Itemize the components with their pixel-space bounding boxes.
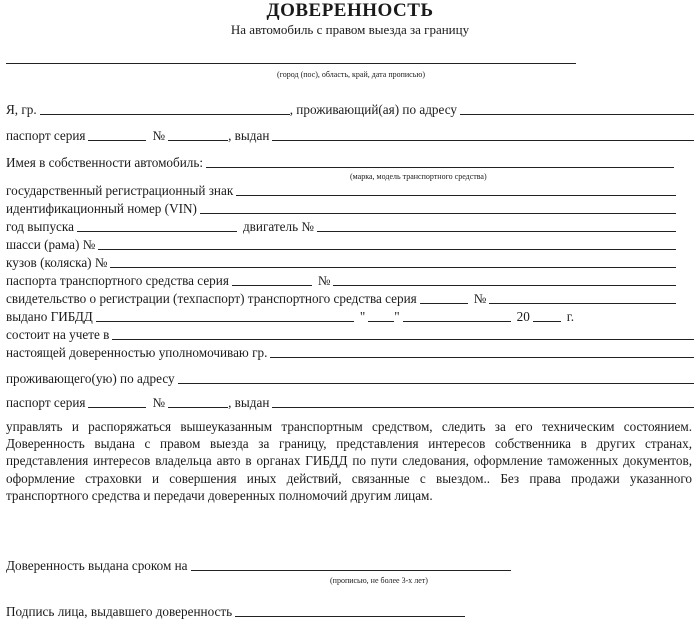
owner-passport-series-field[interactable]	[88, 140, 146, 141]
body-field[interactable]	[110, 267, 676, 268]
owner-passport-issued-label: , выдан	[228, 128, 270, 143]
trustee-passport-series-label: паспорт серия	[6, 395, 86, 410]
trustee-authorize-label: настоящей доверенностью уполномочиваю гр.	[6, 345, 268, 360]
trustee-passport-series-field[interactable]	[88, 407, 146, 408]
owner-name-row	[6, 100, 694, 118]
year-suffix: г.	[566, 309, 574, 324]
quote-close: "	[394, 309, 400, 324]
signature-label: Подпись лица, выдавшего доверенность	[6, 604, 233, 619]
trustee-name-field[interactable]	[270, 357, 694, 358]
reg-sign-label: государственный регистрационный знак	[6, 183, 234, 198]
chassis-row	[6, 235, 694, 253]
signature-row	[6, 602, 694, 620]
powers-paragraph: управлять и распоряжаться вышеуказанным транспортным средством, следить за его техническим состоянием. Доверенность выдана с правом выезда за границу, представления интересов собственника в других странах, представления интересов владельца авто в органах ГИБДД по пути следования, оформление таможенных документов, оформление страховки и совершения иных действий, связанные с выездом.. Без права продажи указанного транспортного средства и передачи доверенных полномочий другим лицам.	[6, 419, 692, 503]
body-row	[6, 253, 694, 271]
issue-month-field[interactable]	[403, 321, 511, 322]
cert-number-field[interactable]	[489, 303, 676, 304]
trustee-passport-issued-label: , выдан	[228, 395, 270, 410]
issued-gibdd-row	[6, 307, 694, 325]
issue-year-field[interactable]	[533, 321, 561, 322]
trustee-passport-number-field[interactable]	[168, 407, 228, 408]
pts-series-field[interactable]	[232, 285, 312, 286]
vin-row	[6, 199, 694, 217]
cert-series-field[interactable]	[420, 303, 468, 304]
place-date-hint: (город (пос), область, край, дата прописью)	[276, 70, 425, 79]
reg-sign-field[interactable]	[236, 195, 676, 196]
term-hint: (прописью, не более 3-х лет)	[330, 576, 428, 585]
vin-field[interactable]	[200, 213, 676, 214]
reg-sign-row	[6, 181, 694, 199]
trustee-name-row	[6, 343, 694, 361]
owner-passport-no-label: №	[152, 128, 166, 143]
trustee-residing-label: проживающего(ую) по адресу	[6, 371, 175, 386]
pts-no-label: №	[317, 273, 331, 288]
chassis-field[interactable]	[98, 249, 676, 250]
quote-open: "	[359, 309, 366, 324]
year-engine-row	[6, 217, 694, 235]
body-label: кузов (коляска) №	[6, 255, 108, 270]
year-field[interactable]	[77, 231, 237, 232]
owner-i-label: Я, гр.	[6, 102, 37, 117]
place-date-line[interactable]	[6, 63, 576, 64]
term-field[interactable]	[191, 570, 511, 571]
chassis-label: шасси (рама) №	[6, 237, 96, 252]
pts-number-field[interactable]	[333, 285, 676, 286]
term-row	[6, 556, 694, 574]
pts-label: паспорта транспортного средства серия	[6, 273, 229, 288]
trustee-address-row	[6, 369, 694, 387]
year-prefix: 20	[516, 309, 530, 324]
owner-name-field[interactable]	[40, 114, 290, 115]
signature-field[interactable]	[235, 616, 465, 617]
issued-gibdd-label: выдано ГИБДД	[6, 309, 93, 324]
registered-label: состоит на учете в	[6, 327, 110, 342]
registered-field[interactable]	[112, 339, 694, 340]
document-title: ДОВЕРЕННОСТЬ	[266, 0, 434, 21]
vin-label: идентификационный номер (VIN)	[6, 201, 197, 216]
owner-passport-issued-field[interactable]	[272, 140, 694, 141]
document-subtitle: На автомобиль с правом выезда за границу	[230, 22, 470, 37]
year-label: год выпуска	[6, 219, 74, 234]
registered-row	[6, 325, 694, 343]
cert-row	[6, 289, 694, 307]
vehicle-ownership-row	[6, 153, 694, 171]
vehicle-ownership-label: Имея в собственности автомобиль:	[6, 155, 204, 170]
cert-no-label: №	[473, 291, 487, 306]
vehicle-make-hint: (марка, модель транспортного средства)	[350, 172, 487, 181]
trustee-address-field[interactable]	[178, 383, 694, 384]
owner-passport-number-field[interactable]	[168, 140, 228, 141]
trustee-passport-no-label: №	[152, 395, 166, 410]
pts-row	[6, 271, 694, 289]
engine-field[interactable]	[317, 231, 676, 232]
term-label: Доверенность выдана сроком на	[6, 558, 188, 573]
issued-gibdd-field[interactable]	[96, 321, 354, 322]
trustee-passport-row	[6, 393, 694, 411]
cert-label: свидетельство о регистрации (техпаспорт) транспортного средства серия	[6, 291, 417, 306]
trustee-passport-issued-field[interactable]	[272, 407, 694, 408]
engine-label: двигатель №	[242, 219, 314, 234]
issue-day-field[interactable]	[368, 321, 394, 322]
owner-residing-label: , проживающий(ая) по адресу	[289, 102, 457, 117]
owner-address-field[interactable]	[460, 114, 694, 115]
owner-passport-series-label: паспорт серия	[6, 128, 86, 143]
owner-passport-row	[6, 126, 694, 144]
vehicle-make-field[interactable]	[206, 167, 674, 168]
